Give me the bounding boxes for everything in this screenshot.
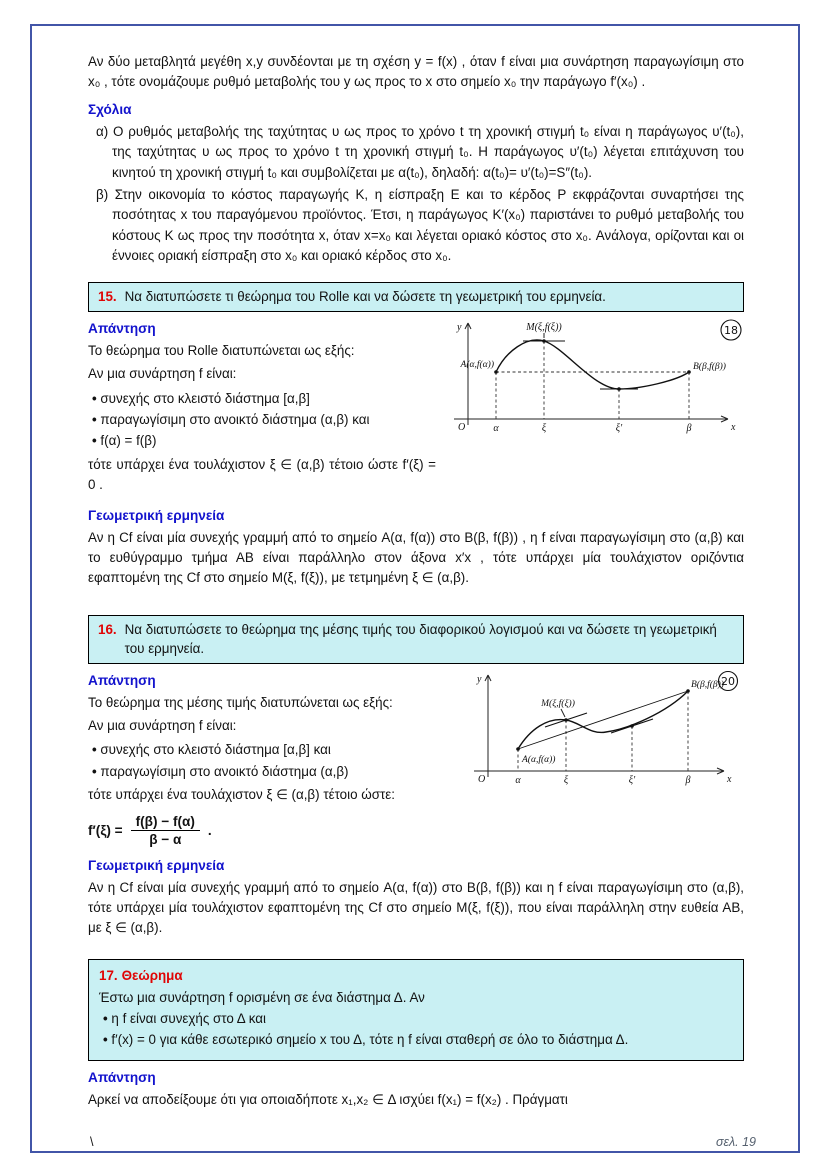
footer-page-number: σελ. 19: [715, 1135, 756, 1149]
footer-mark: \: [90, 1135, 94, 1149]
figure-rolle-theorem: [444, 317, 744, 447]
bullet-item: • συνεχής στο κλειστό διάστημα [α,β]: [92, 388, 436, 409]
tick-beta: β: [685, 774, 691, 786]
mvt-formula: [88, 814, 454, 847]
origin-label: O: [478, 773, 486, 785]
answer-15-line-3: τότε υπάρχει ένα τουλάχιστον ξ ∈ (α,β) τέτοιο ώστε f′(ξ) = 0 .: [88, 456, 436, 493]
answer-16-line-1: Το θεώρημα της μέσης τιμής διατυπώνεται ως εξής:: [88, 694, 393, 710]
axis-label-x: x: [731, 421, 736, 433]
tick-xi-prime: ξ′: [628, 774, 636, 786]
answer-16-line-2: Αν μια συνάρτηση f είναι:: [88, 718, 237, 733]
answer-heading-16: Απάντηση: [88, 672, 156, 688]
axis-label-y: y: [477, 673, 482, 685]
page-content: [32, 26, 798, 1110]
point-B: [687, 370, 691, 374]
rolle-figure-svg: [444, 317, 744, 447]
tick-alpha: α: [493, 422, 499, 434]
figure-mean-value-theorem: [462, 669, 744, 799]
scholia-item-a: α) Ο ρυθμός μεταβολής της ταχύτητας υ ως προς το χρόνο t τη χρονική στιγμή t₀ είναι η παράγωγος υ′(t₀), της ταχύτητας υ ως προς το χρόνο t τη χρονική στιγμή t₀. Η παράγωγος υ′(t₀) λέγεται επιτάχυνση του κινητού τη χρονική στιγμή t₀ και συμβολίζεται με α(t₀), δηλαδή: α(t₀)= υ′(t₀)=S″(t₀).: [96, 123, 744, 180]
x-axis: [454, 416, 728, 422]
figure-number: 18: [724, 323, 738, 337]
label-M: M(ξ,f(ξ)): [526, 321, 562, 333]
intro-paragraph: Αν δύο μεταβλητά μεγέθη x,y συνδέονται με τη σχέση y = f(x) , όταν f είναι μια συνάρτηση παραγωγίσιμη στο x₀ , τότε ονομάζουμε ρυθμό μεταβολής του y ως προς το x στο σημείο x₀ την παράγωγο f′(x₀) .: [88, 54, 744, 90]
point-min: [617, 387, 621, 391]
question-box-15: [88, 282, 744, 311]
function-curve: [496, 340, 689, 389]
formula-numerator: f(β) − f(α): [131, 814, 200, 831]
answer-heading-17: Απάντηση: [88, 1069, 156, 1085]
tick-alpha: α: [515, 774, 521, 786]
formula-denominator: β − α: [149, 831, 182, 847]
point-A: [516, 747, 520, 751]
theorem-17-number: 17.: [99, 967, 118, 983]
formula-tail: .: [207, 822, 212, 838]
axis-label-y: y: [457, 321, 462, 333]
answer-15-text: [88, 341, 436, 499]
bullet-item: • η f είναι συνεχής στο Δ και: [103, 1008, 733, 1029]
page-footer: [32, 1135, 798, 1151]
theorem-17-line-1: Έστω μια συνάρτηση f ορισμένη σε ένα διάστημα Δ. Αν: [99, 989, 425, 1005]
x-axis: [474, 768, 724, 774]
question-15-number: 15.: [98, 289, 117, 305]
scholia-heading: Σχόλια: [88, 101, 132, 117]
label-M: M(ξ,f(ξ)): [541, 698, 575, 709]
bullet-item: • παραγωγίσιμη στο ανοικτό διάστημα (α,β): [92, 761, 454, 782]
figure-number: 20: [721, 674, 735, 688]
bullet-item: • f(α) = f(β): [92, 430, 436, 451]
geo-text-15: Αν η Cf είναι μία συνεχής γραμμή από το σημείο A(α, f(α)) στο B(β, f(β)) , η f είναι παραγωγίσιμη στο (α,β) και το ευθύγραμμο τμήμα ΑΒ είναι παράλληλο στον άξονα x′x , τότε υπάρχει μία τουλάχιστον οριζόντια εφαπτομένη της Cf στο σημείο Μ(ξ, f(ξ)), με τετμημένη ξ ∈ (α,β).: [88, 529, 744, 586]
answer-15-bullets: [92, 388, 436, 452]
question-15-text: Να διατυπώσετε τι θεώρημα του Rolle και να δώσετε τη γεωμετρική του ερμηνεία.: [124, 289, 606, 305]
label-A: A(α,f(α)): [460, 359, 494, 370]
point-A: [494, 370, 498, 374]
answer-16-text: [88, 693, 454, 849]
bullet-item: • f′(x) = 0 για κάθε εσωτερικό σημείο x του Δ, τότε η f είναι σταθερή σε όλο το διάστημα Δ.: [103, 1029, 733, 1050]
y-axis: [485, 675, 491, 777]
tick-beta: β: [686, 422, 692, 434]
tick-xi: ξ: [563, 774, 569, 786]
question-16-text: Να διατυπώσετε το θεώρημα της μέσης τιμής του διαφορικού λογισμού και να δώσετε τη γεωμετρική του ερμηνεία.: [124, 621, 717, 657]
answer-heading-15: Απάντηση: [88, 320, 156, 336]
geo-heading-15: Γεωμετρική ερμηνεία: [88, 507, 225, 523]
label-A: A(α,f(α)): [522, 754, 556, 765]
point-M: [564, 718, 568, 722]
theorem-17-title: Θεώρημα: [121, 967, 183, 983]
question-box-16: [88, 615, 744, 664]
point-M2: [630, 724, 634, 728]
page-border-frame: [30, 24, 800, 1153]
answer-15-line-2: Αν μια συνάρτηση f είναι:: [88, 366, 237, 382]
answer-17-text: Αρκεί να αποδείξουμε ότι για οποιαδήποτε x₁,x₂ ∈ Δ ισχύει f(x₁) = f(x₂) . Πράγματι: [88, 1091, 568, 1107]
theorem-box-17: [88, 959, 744, 1061]
label-B: B(β,f(β)): [693, 361, 726, 372]
theorem-17-title-line: [99, 966, 733, 986]
geo-text-16: Αν η Cf είναι μία συνεχής γραμμή από το σημείο A(α, f(α)) στο B(β, f(β)) και η f είναι παραγωγίσιμη στο (α,β), τότε υπάρχει μία τουλάχιστον εφαπτομένη της Cf στο σημείο Μ(ξ, f(ξ)), που είναι παράλληλη στην ευθεία ΑΒ, με ξ ∈ (α,β).: [88, 879, 744, 936]
answer-15-line-1: Το θεώρημα του Rolle διατυπώνεται ως εξής:: [88, 342, 355, 358]
bullet-item: • συνεχής στο κλειστό διάστημα [α,β] και: [92, 739, 454, 760]
answer-16-bullets: [92, 739, 454, 782]
origin-label: O: [458, 421, 466, 433]
tick-xi: ξ: [541, 422, 547, 434]
point-M: [542, 339, 546, 343]
geo-heading-16: Γεωμετρική ερμηνεία: [88, 857, 225, 873]
label-B: B(β,f(β)): [691, 679, 724, 690]
point-B: [686, 689, 690, 693]
question-16-number: 16.: [98, 621, 117, 637]
mvt-figure-svg: [462, 669, 744, 799]
axis-label-x: x: [727, 773, 732, 785]
tick-xi-prime: ξ′: [615, 422, 623, 434]
y-axis: [465, 323, 471, 425]
scholia-item-b: β) Στην οικονομία το κόστος παραγωγής Κ, η είσπραξη Ε και το κέρδος Ρ εκφράζονται συναρτήσει της ποσότητας x του παραγόμενου προϊόντος. Έτσι, η παράγωγος Κ′(x₀) παριστάνει το ρυθμό μεταβολής του κόστους Κ ως προς την ποσότητα x, όταν x=x₀ και λέγεται οριακό κόστος στο x₀. Ανάλογα, ορίζονται και οι έννοιες οριακή είσπραξη στο x₀ και οριακό κέρδος στο x₀.: [96, 186, 744, 263]
formula-lhs: f′(ξ) =: [88, 822, 123, 838]
answer-16-line-3: τότε υπάρχει ένα τουλάχιστον ξ ∈ (α,β) τέτοιο ώστε:: [88, 787, 395, 803]
formula-fraction: [131, 814, 200, 847]
theorem-17-bullets: [103, 1008, 733, 1051]
bullet-item: • παραγωγίσιμη στο ανοικτό διάστημα (α,β) και: [92, 409, 436, 430]
